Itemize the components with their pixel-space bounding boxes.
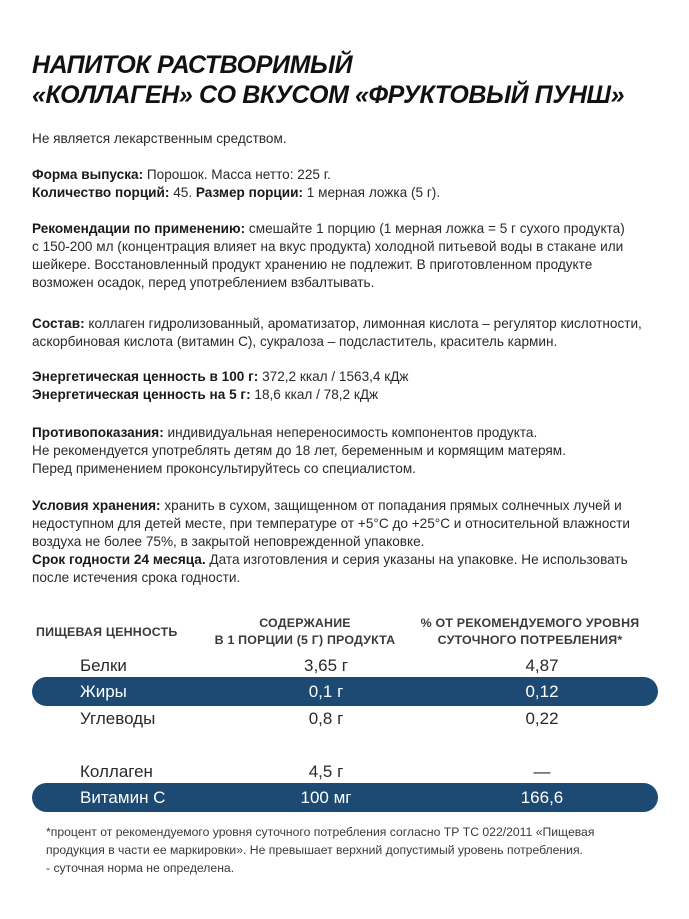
composition-line-1: коллаген гидролизованный, ароматизатор, лимонная кислота – регулятор кислотности,: [84, 316, 642, 331]
storage-line-1: хранить в сухом, защищенном от попадания прямых солнечных лучей и: [160, 498, 622, 513]
energy-5-label: Энергетическая ценность на 5 г:: [32, 387, 251, 402]
title-line-2: «КОЛЛАГЕН» СО ВКУСОМ «ФРУКТОВЫЙ ПУНШ»: [32, 81, 625, 109]
header-amount-line-1: СОДЕРЖАНИЕ: [259, 616, 351, 630]
portion-size-value: 1 мерная ложка (5 г).: [303, 185, 441, 200]
composition-label: Состав:: [32, 316, 85, 331]
contra-line-1: индивидуальная непереносимость компонентов продукта.: [163, 425, 538, 440]
table-row-vitamin-c: [32, 783, 658, 812]
usage-section: [32, 220, 672, 292]
composition-section: [32, 315, 672, 351]
portion-count-value: 45.: [169, 185, 196, 200]
energy-section: [32, 368, 672, 404]
table-row-fat: [32, 677, 658, 706]
disclaimer-text: Не является лекарственным средством.: [32, 131, 287, 146]
header-nutrition: ПИЩЕВАЯ ЦЕННОСТЬ: [36, 625, 178, 639]
row-amount: 4,5 г: [308, 762, 344, 781]
contraindications-section: [32, 424, 672, 478]
title-line-1: НАПИТОК РАСТВОРИМЫЙ: [32, 51, 353, 79]
row-percent: 0,22: [525, 709, 559, 728]
footnote: [46, 823, 666, 877]
shelf-life-label: Срок годности 24 месяца.: [32, 552, 206, 567]
composition-line-2: аскорбиновая кислота (витамин С), сукралоза – подсластитель, краситель кармин.: [32, 334, 558, 349]
storage-label: Условия хранения:: [32, 498, 161, 513]
table-row-collagen: [32, 757, 658, 786]
portion-size-label: Размер порции:: [195, 185, 304, 200]
usage-line-1: смешайте 1 порцию (1 мерная ложка = 5 г сухого продукта): [245, 221, 625, 236]
row-amount: 0,1 г: [308, 682, 344, 701]
row-name: Белки: [80, 656, 127, 675]
row-percent: 166,6: [520, 788, 564, 807]
row-percent: 4,87: [525, 656, 559, 675]
table-row-protein: [32, 651, 658, 680]
row-amount: 100 мг: [300, 788, 352, 807]
portion-count-label: Количество порций:: [32, 185, 170, 200]
header-percent-line-1: % ОТ РЕКОМЕНДУЕМОГО УРОВНЯ: [420, 616, 640, 630]
row-amount: 3,65 г: [303, 656, 348, 675]
storage-line-2: недоступном для детей месте, при температуре от +5°С до +25°С и относительной влажности: [32, 516, 630, 531]
row-name: Углеводы: [80, 709, 156, 728]
contra-line-2: Не рекомендуется употреблять детям до 18 лет, беременным и кормящим матерям.: [32, 443, 566, 458]
header-amount: [200, 615, 410, 649]
energy-100-label: Энергетическая ценность в 100 г:: [32, 369, 259, 384]
portions-line: [32, 184, 672, 202]
contra-label: Противопоказания:: [32, 425, 164, 440]
table-row-carbs: [32, 704, 658, 733]
row-percent: 0,12: [525, 682, 559, 701]
usage-label: Рекомендации по применению:: [32, 221, 246, 236]
row-name: Витамин С: [80, 788, 166, 807]
header-percent-line-2: СУТОЧНОГО ПОТРЕБЛЕНИЯ*: [437, 633, 623, 647]
form-line: [32, 166, 672, 184]
usage-line-3: шейкере. Восстановленный продукт хранению не подлежит. В приготовленном продукте: [32, 257, 593, 272]
storage-line-3: воздуха не более 75%, в закрытой неповрежденной упаковке.: [32, 534, 425, 549]
disclaimer: [32, 130, 672, 148]
usage-line-2: с 150-200 мл (концентрация влияет на вкус продукта) холодной питьевой воды в стакане или: [32, 239, 624, 254]
energy-100-value: 372,2 ккал / 1563,4 кДж: [258, 369, 409, 384]
footnote-line-3: - суточная норма не определена.: [46, 861, 235, 875]
row-amount: 0,8 г: [308, 709, 344, 728]
header-percent: [410, 615, 650, 649]
footnote-line-2: продукция в части ее маркировки». Не превышает верхний допустимый уровень потребления.: [46, 843, 583, 857]
footnote-line-1: *процент от рекомендуемого уровня суточного потребления согласно ТР ТС 022/2011 «Пищевая: [46, 825, 595, 839]
storage-section: [32, 497, 672, 587]
product-title: [32, 50, 672, 110]
shelf-line-1: Дата изготовления и серия указаны на упаковке. Не использовать: [205, 552, 628, 567]
form-label: Форма выпуска:: [32, 167, 144, 182]
form-and-portions: [32, 166, 672, 202]
form-value: Порошок. Масса нетто: 225 г.: [143, 167, 331, 182]
shelf-line-2: после истечения срока годности.: [32, 570, 241, 585]
row-name: Жиры: [80, 682, 127, 701]
contra-line-3: Перед применением проконсультируйтесь со специалистом.: [32, 461, 416, 476]
usage-line-4: возможен осадок, перед употреблением взбалтывать.: [32, 275, 375, 290]
row-percent: —: [533, 762, 551, 781]
header-amount-line-2: В 1 ПОРЦИИ (5 Г) ПРОДУКТА: [214, 633, 396, 647]
energy-5-value: 18,6 ккал / 78,2 кДж: [250, 387, 379, 402]
row-name: Коллаген: [80, 762, 153, 781]
